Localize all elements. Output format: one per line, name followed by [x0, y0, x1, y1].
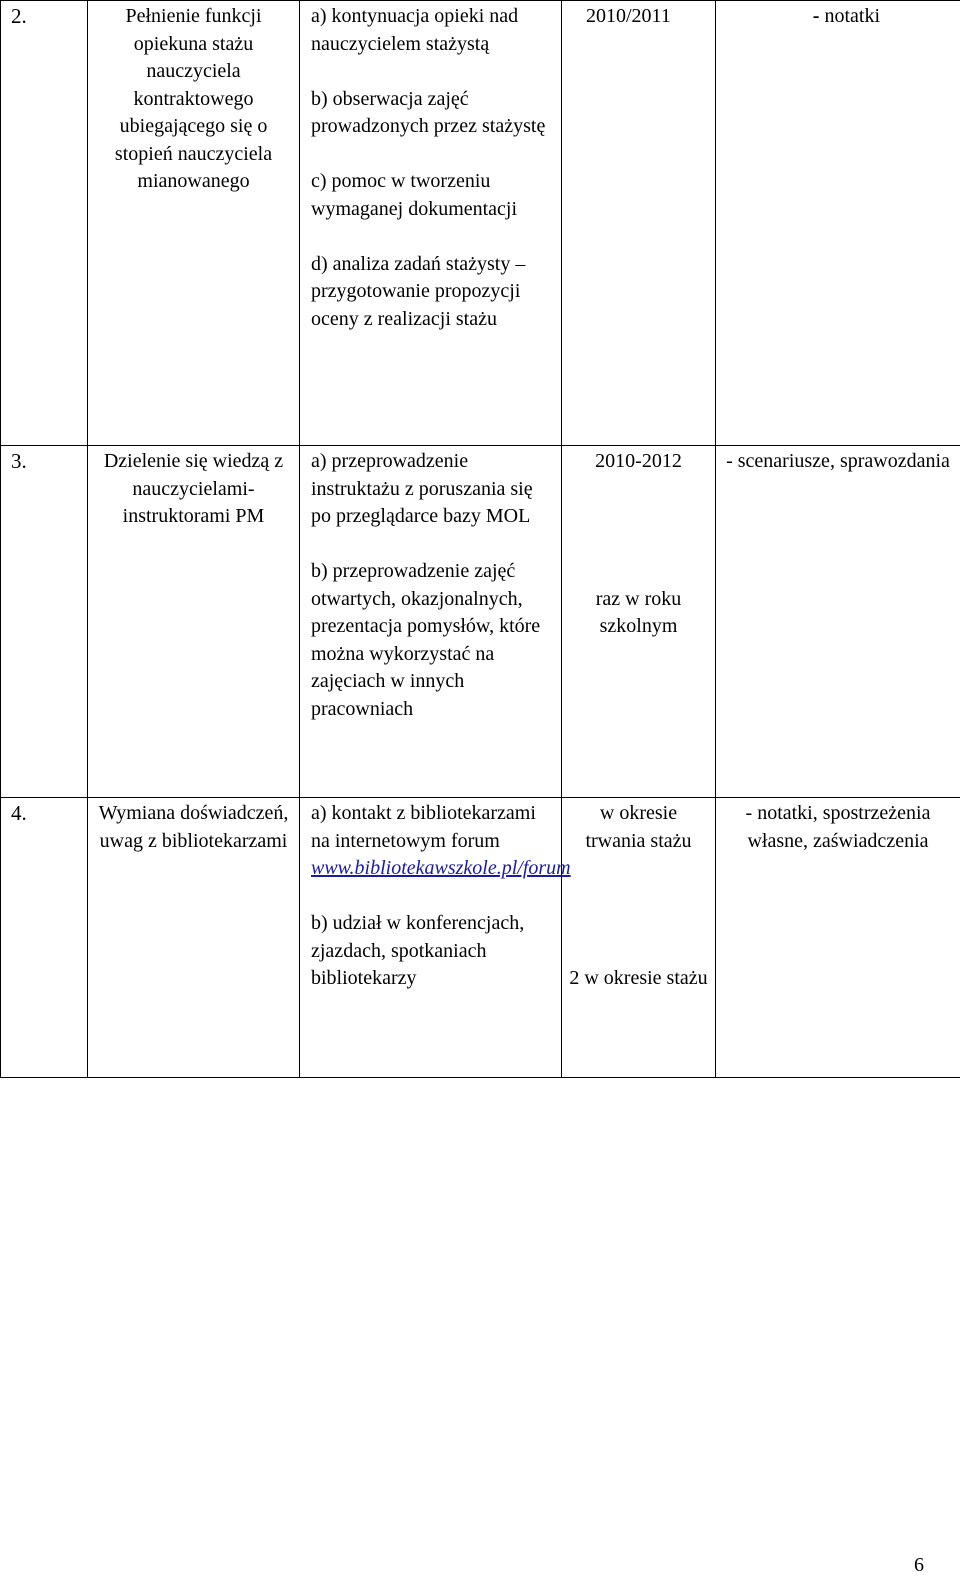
notes-dash: -	[812, 5, 820, 27]
task-list	[300, 1, 562, 446]
evidence-cell: - scenariusze, sprawozdania	[716, 446, 960, 798]
table-row	[1, 1, 960, 446]
term-cell	[562, 798, 716, 1078]
task-area-name: Pełnienie funkcji opiekuna stażu nauczyciela kontraktowego ubiegającego się o stopień nauczyciela mianowanego	[88, 1, 300, 446]
task-item: c) pomoc w tworzeniu wymaganej dokumentacji	[311, 170, 518, 220]
table-row	[1, 446, 960, 798]
term-text-secondary: raz w roku szkolnym	[595, 587, 682, 637]
task-item: d) analiza zadań stażysty – przygotowanie propozycji oceny z realizacji stażu	[311, 252, 526, 330]
evidence-cell	[716, 1, 960, 446]
row-number: 2.	[1, 1, 88, 446]
task-list	[300, 798, 571, 1078]
evidence-cell: - notatki, spostrzeżenia własne, zaświadczenia	[716, 798, 960, 1078]
task-area-name: Wymiana doświadczeń, uwag z bibliotekarzami	[88, 798, 300, 1078]
forum-link[interactable]: www.bibliotekawszkole.pl/forum	[311, 857, 571, 879]
task-list	[300, 446, 562, 798]
task-item: a) przeprowadzenie instruktażu z poruszania się po przeglądarce bazy MOL	[311, 450, 533, 527]
row-number: 4.	[1, 798, 88, 1078]
table-row	[1, 798, 960, 1078]
notes-text: notatki	[824, 5, 880, 27]
task-area-name: Dzielenie się wiedzą z nauczycielami-instruktorami PM	[88, 446, 300, 798]
task-item: b) obserwacja zajęć prowadzonych przez stażystę	[311, 87, 546, 137]
task-item: b) przeprowadzenie zajęć otwartych, okazjonalnych, prezentacja pomysłów, które można wykorzystać na zajęciach w innych pracowniach	[311, 560, 541, 720]
term-cell	[562, 446, 716, 798]
task-item: b) udział w konferencjach, zjazdach, spotkaniach bibliotekarzy	[311, 912, 525, 989]
term-cell: 2010/2011	[562, 1, 716, 446]
task-item: a) kontynuacja opieki nad nauczycielem stażystą	[311, 5, 519, 55]
term-text-secondary: 2 w okresie stażu	[569, 967, 708, 989]
task-item-text: a) kontakt z bibliotekarzami na internetowym forum	[311, 802, 536, 852]
row-number: 3.	[1, 446, 88, 798]
term-text: 2010-2012	[595, 450, 682, 472]
task-item	[311, 800, 571, 883]
page-number: 6	[914, 1554, 924, 1576]
term-text: w okresie trwania stażu	[585, 802, 692, 852]
